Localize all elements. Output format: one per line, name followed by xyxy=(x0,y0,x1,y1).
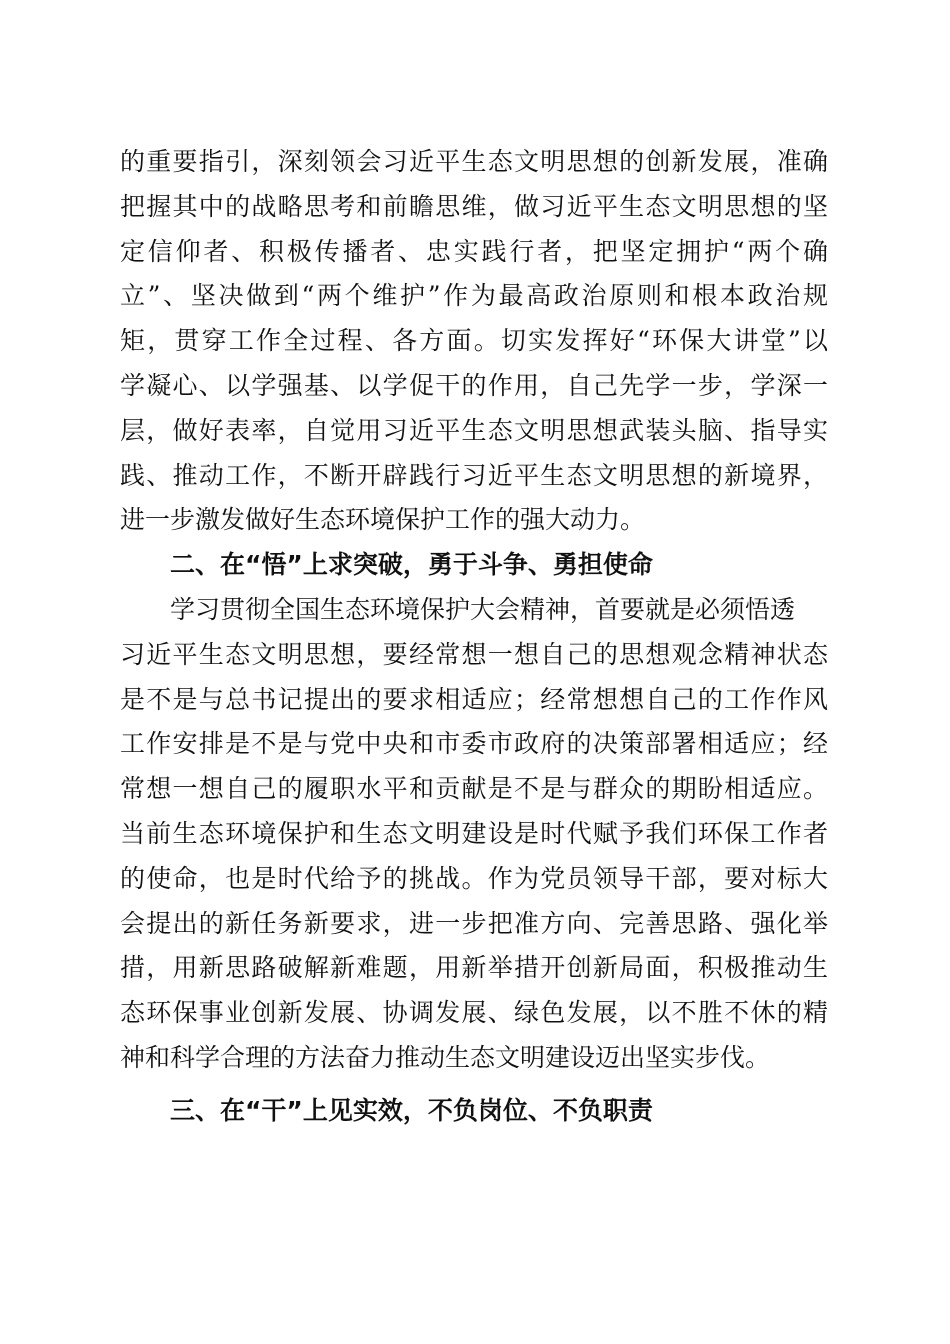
text-line: 当前生态环境保护和生态文明建设是时代赋予我们环保工作者 xyxy=(120,818,828,848)
text-line: 神和科学合理的方法奋力推动生态文明建设迈出坚实步伐。 xyxy=(120,1042,771,1072)
text-line: 践、推动工作，不断开辟践行习近平生态文明思想的新境界， xyxy=(120,460,828,490)
text-line: 学凝心、以学强基、以学促干的作用，自己先学一步，学深一 xyxy=(120,370,828,400)
text-line: 会提出的新任务新要求，进一步把准方向、完善思路、强化举 xyxy=(120,908,828,938)
text-line: 立”、坚决做到“两个维护”作为最高政治原则和根本政治规 xyxy=(120,281,828,311)
section-heading-3: 三、在“干”上见实效，不负岗位、不负职责 xyxy=(170,1095,653,1125)
text-line: 措，用新思路破解新难题，用新举措开创新局面，积极推动生 xyxy=(120,953,828,983)
document-body xyxy=(120,140,828,1134)
text-line: 矩，贯穿工作全过程、各方面。切实发挥好“环保大讲堂”以 xyxy=(120,326,828,356)
text-line: 定信仰者、积极传播者、忠实践行者，把坚定拥护“两个确 xyxy=(120,236,828,266)
text-line: 进一步激发做好生态环境保护工作的强大动力。 xyxy=(120,505,646,535)
paragraph-2 xyxy=(120,588,828,1081)
text-line: 的重要指引，深刻领会习近平生态文明思想的创新发展，准确 xyxy=(120,147,828,176)
text-line: 习近平生态文明思想，要经常想一想自己的思想观念精神状态 xyxy=(120,639,828,669)
section-heading-2: 二、在“悟”上求突破，勇于斗争、勇担使命 xyxy=(170,550,653,580)
text-line: 把握其中的战略思考和前瞻思维，做习近平生态文明思想的坚 xyxy=(120,191,828,221)
text-line: 层，做好表率，自觉用习近平生态文明思想武装头脑、指导实 xyxy=(120,415,828,445)
text-line: 态环保事业创新发展、协调发展、绿色发展，以不胜不休的精 xyxy=(120,998,828,1028)
paragraph-1 xyxy=(120,140,828,543)
text-line: 是不是与总书记提出的要求相适应；经常想想自己的工作作风 xyxy=(120,684,828,714)
text-line: 学习贯彻全国生态环境保护大会精神，首要就是必须悟透 xyxy=(170,594,796,624)
text-line: 工作安排是不是与党中央和市委市政府的决策部署相适应；经 xyxy=(120,729,828,759)
text-line: 常想一想自己的履职水平和贡献是不是与群众的期盼相适应。 xyxy=(120,774,828,804)
text-line: 的使命，也是时代给予的挑战。作为党员领导干部，要对标大 xyxy=(120,863,828,893)
